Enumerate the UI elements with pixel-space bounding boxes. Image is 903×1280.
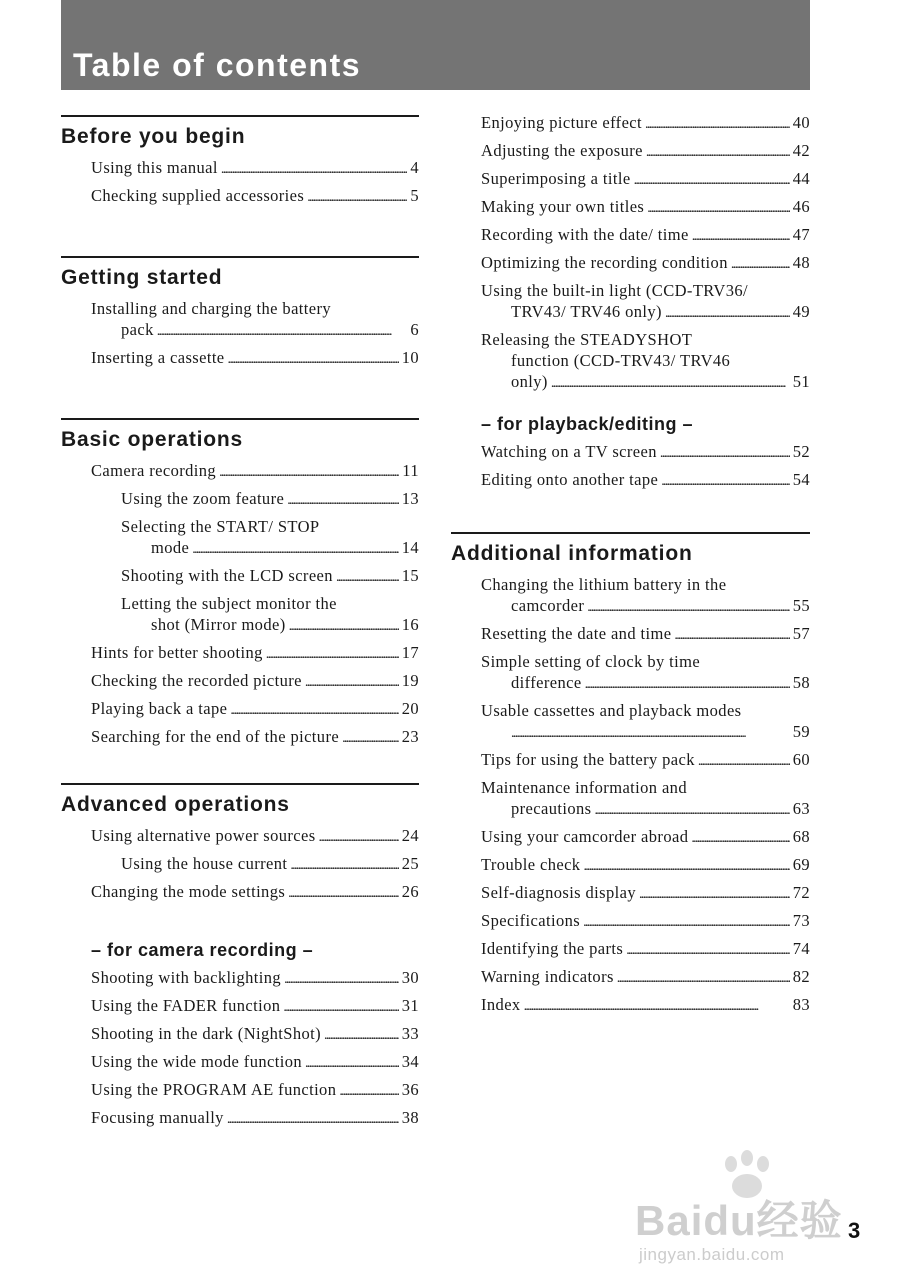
toc-entry-text: Usable cassettes and playback modes: [481, 701, 742, 720]
dot-leader: [287, 488, 398, 511]
toc-entry: [481, 966, 810, 989]
toc-entry: [481, 854, 810, 877]
toc-entry: [481, 749, 810, 772]
dot-leader: [342, 726, 399, 749]
toc-page-number: 47: [792, 225, 810, 244]
toc-entry-text: Releasing the STEADYSHOT: [481, 330, 693, 349]
dot-leader: [698, 749, 790, 772]
dot-leader: [661, 469, 789, 492]
toc-page-number: 31: [401, 996, 419, 1015]
toc-entry-text: Using the built-in light (CCD-TRV36/: [481, 281, 748, 300]
toc-entry-text: Editing onto another tape: [481, 470, 659, 489]
toc-entry-text: Recording with the date/ time: [481, 225, 689, 244]
dot-leader: [691, 826, 789, 849]
toc-entry: [481, 910, 810, 933]
toc-page-number: 44: [792, 169, 810, 188]
dot-leader: [192, 537, 398, 560]
section-additional-information: [451, 532, 810, 1022]
dot-leader: [305, 1051, 399, 1074]
section-title: Getting started: [61, 266, 223, 289]
dot-leader: [324, 1023, 399, 1046]
toc-entry-text: Warning indicators: [481, 967, 614, 986]
toc-page-number: 48: [792, 253, 810, 272]
toc-page-number: 33: [401, 1024, 419, 1043]
toc-page-number: 69: [792, 855, 810, 874]
toc-page-number: 13: [401, 489, 419, 508]
toc-entry: [91, 1107, 419, 1130]
toc-entry: [481, 252, 810, 275]
dot-leader: [288, 881, 399, 904]
toc-entry-text: Simple setting of clock by time: [481, 652, 701, 671]
toc-entry-text: Using this manual: [91, 158, 218, 177]
toc-entry-text: function (CCD-TRV43/ TRV46: [511, 351, 731, 370]
toc-page-number: 15: [401, 566, 419, 585]
dot-leader: [585, 672, 790, 695]
toc-entry: [91, 726, 419, 749]
toc-page-number: 23: [401, 727, 419, 746]
toc-entry-text: Using the zoom feature: [121, 489, 285, 508]
toc-entry: [481, 574, 810, 618]
toc-page-number: 46: [792, 197, 810, 216]
dot-leader: [305, 670, 399, 693]
toc-entry: [91, 460, 419, 483]
dot-leader: [227, 1107, 399, 1130]
toc-entry: [481, 112, 810, 135]
toc-entry: [91, 642, 419, 665]
section-title: Additional information: [451, 542, 693, 565]
toc-entry: [481, 224, 810, 247]
toc-page-number: 6: [410, 320, 419, 339]
toc-page-number: 10: [401, 348, 419, 367]
toc-entry: [481, 882, 810, 905]
watermark-url: jingyan.baidu.com: [639, 1245, 785, 1264]
toc-entry: [91, 157, 419, 180]
toc-page-number: 24: [401, 826, 419, 845]
dot-leader: [219, 460, 399, 483]
toc-entry-text: Resetting the date and time: [481, 624, 672, 643]
toc-entry-text: Shooting with the LCD screen: [121, 566, 333, 585]
toc-page-number: 73: [792, 911, 810, 930]
toc-entry: [481, 994, 810, 1017]
toc-page-number: 20: [401, 699, 419, 718]
toc-entry: [121, 853, 419, 876]
toc-entry-text: Tips for using the battery pack: [481, 750, 695, 769]
toc-entry: [91, 185, 419, 208]
subsection-title: – for playback/editing –: [481, 414, 694, 434]
toc-entry-text: Using alternative power sources: [91, 826, 316, 845]
toc-page-number: 17: [401, 643, 419, 662]
toc-entry: [481, 651, 810, 695]
toc-page-number: 36: [401, 1080, 419, 1099]
toc-entry: [481, 196, 810, 219]
toc-page-number: 25: [401, 854, 419, 873]
dot-leader: [645, 112, 790, 135]
dot-leader: [692, 224, 790, 247]
dot-leader: [307, 185, 407, 208]
dot-leader: [646, 140, 790, 163]
toc-entry-text: pack: [121, 320, 154, 339]
toc-page-number: 16: [401, 615, 419, 634]
toc-entry: [91, 967, 419, 990]
toc-entry-text: Optimizing the recording condition: [481, 253, 728, 272]
section-title: Advanced operations: [61, 793, 290, 816]
dot-leader: [731, 252, 790, 275]
subsection-title: – for camera recording –: [91, 940, 314, 960]
toc-entry-text: Using the wide mode function: [91, 1052, 302, 1071]
toc-entry: [91, 698, 419, 721]
toc-page-number: 63: [792, 799, 810, 818]
toc-page-number: 4: [410, 158, 419, 177]
toc-entry: [91, 670, 419, 693]
toc-entry-text: Using the PROGRAM AE function: [91, 1080, 337, 1099]
section-before-you-begin: [61, 115, 419, 213]
section-continued: [451, 112, 810, 399]
toc-page-number: 55: [792, 596, 810, 615]
baidu-watermark: [635, 1150, 850, 1270]
toc-entry-text: Identifying the parts: [481, 939, 624, 958]
dot-leader: [157, 319, 408, 342]
toc-entry: [91, 347, 419, 370]
toc-page-number: 82: [792, 967, 810, 986]
section-for-playback-editing: [451, 414, 810, 497]
toc-entry: [91, 881, 419, 904]
toc-page-number: 49: [792, 302, 810, 321]
dot-leader: [230, 698, 398, 721]
dot-leader: [266, 642, 399, 665]
toc-entry-text: Checking supplied accessories: [91, 186, 305, 205]
toc-entry-text: Changing the mode settings: [91, 882, 286, 901]
section-title: Basic operations: [61, 428, 244, 451]
toc-page-number: 59: [792, 722, 810, 741]
dot-leader: [634, 168, 790, 191]
toc-entry-text: Specifications: [481, 911, 581, 930]
toc-page-number: 57: [792, 624, 810, 643]
toc-entry-text: Selecting the START/ STOP: [121, 517, 320, 536]
toc-page-number: 14: [401, 538, 419, 557]
dot-leader: [660, 441, 790, 464]
toc-entry-text: Using your camcorder abroad: [481, 827, 689, 846]
toc-entry: [91, 995, 419, 1018]
toc-page-number: 34: [401, 1052, 419, 1071]
toc-page-number: 74: [792, 939, 810, 958]
toc-page-number: 5: [410, 186, 419, 205]
toc-page-number: 68: [792, 827, 810, 846]
dot-leader: [511, 721, 790, 744]
toc-entry-text: Making your own titles: [481, 197, 645, 216]
toc-entry-text: Installing and charging the battery: [91, 299, 332, 318]
toc-entry: [481, 280, 810, 324]
dot-leader: [583, 910, 790, 933]
toc-entry-text: difference: [511, 673, 582, 692]
toc-entry: [121, 488, 419, 511]
toc-entry-text: Focusing manually: [91, 1108, 224, 1127]
toc-page-number: 58: [792, 673, 810, 692]
toc-entry-text: Letting the subject monitor the: [121, 594, 337, 613]
dot-leader: [339, 1079, 398, 1102]
toc-entry: [481, 777, 810, 821]
toc-page-number: 38: [401, 1108, 419, 1127]
toc-entry: [481, 469, 810, 492]
toc-entry-text: Shooting with backlighting: [91, 968, 282, 987]
toc-entry: [91, 1079, 419, 1102]
toc-entry: [121, 593, 419, 637]
dot-leader: [665, 301, 790, 324]
toc-entry: [481, 168, 810, 191]
toc-entry: [91, 1051, 419, 1074]
toc-entry: [91, 825, 419, 848]
toc-entry: [121, 565, 419, 588]
dot-leader: [594, 798, 789, 821]
toc-entry: [481, 140, 810, 163]
dot-leader: [290, 853, 398, 876]
dot-leader: [228, 347, 399, 370]
dot-leader: [617, 966, 790, 989]
dot-leader: [583, 854, 789, 877]
toc-entry-text: Hints for better shooting: [91, 643, 263, 662]
toc-entry-text: Adjusting the exposure: [481, 141, 643, 160]
toc-page-number: 26: [401, 882, 419, 901]
toc-entry-text: shot (Mirror mode): [151, 615, 286, 634]
page-number: 3: [848, 1218, 861, 1243]
toc-page-number: 51: [792, 372, 810, 391]
dot-leader: [284, 967, 399, 990]
toc-entry: [481, 329, 810, 394]
toc-page-number: 30: [401, 968, 419, 987]
section-for-camera-recording: [61, 940, 419, 1135]
toc-entry-text: Index: [481, 995, 521, 1014]
toc-entry-text: Self-diagnosis display: [481, 883, 636, 902]
toc-entry-text: Using the FADER function: [91, 996, 281, 1015]
toc-entry-text: mode: [151, 538, 190, 557]
page-title: Table of contents: [73, 47, 362, 83]
toc-entry-text: camcorder: [511, 596, 585, 615]
toc-entry-text: Changing the lithium battery in the: [481, 575, 727, 594]
dot-leader: [647, 196, 789, 219]
dot-leader: [221, 157, 407, 180]
dot-leader: [336, 565, 399, 588]
dot-leader: [524, 994, 790, 1017]
toc-entry: [91, 298, 419, 342]
toc-page-number: 54: [792, 470, 810, 489]
toc-entry-text: Inserting a cassette: [91, 348, 225, 367]
toc-page-number: 40: [792, 113, 810, 132]
toc-entry-text: Superimposing a title: [481, 169, 631, 188]
dot-leader: [551, 371, 790, 394]
toc-page-number: 72: [792, 883, 810, 902]
toc-entry-text: Maintenance information and: [481, 778, 687, 797]
dot-leader: [283, 995, 398, 1018]
toc-entry-text: Camera recording: [91, 461, 217, 480]
toc-entry-text: Watching on a TV screen: [481, 442, 657, 461]
header-banner: [61, 0, 810, 90]
dot-leader: [639, 882, 790, 905]
dot-leader: [587, 595, 789, 618]
toc-entry: [481, 700, 810, 744]
toc-entry-text: Playing back a tape: [91, 699, 228, 718]
toc-page-number: 83: [792, 995, 810, 1014]
toc-page-number: 60: [792, 750, 810, 769]
toc-entry-text: Enjoying picture effect: [481, 113, 643, 132]
toc-entry: [121, 516, 419, 560]
toc-entry-text: Shooting in the dark (NightShot): [91, 1024, 322, 1043]
toc-entry-text: only): [511, 372, 548, 391]
toc-page-number: 19: [401, 671, 419, 690]
toc-entry-text: TRV43/ TRV46 only): [511, 302, 662, 321]
toc-entry: [91, 1023, 419, 1046]
dot-leader: [319, 825, 399, 848]
toc-entry: [481, 938, 810, 961]
toc-entry-text: Checking the recorded picture: [91, 671, 302, 690]
section-getting-started: [61, 256, 419, 375]
toc-entry-text: Searching for the end of the picture: [91, 727, 340, 746]
toc-page-number: 52: [792, 442, 810, 461]
toc-entry: [481, 441, 810, 464]
dot-leader: [626, 938, 789, 961]
toc-page-number: 11: [402, 461, 419, 480]
toc-entry-text: precautions: [511, 799, 592, 818]
toc-entry-text: Using the house current: [121, 854, 288, 873]
section-advanced-operations: [61, 783, 419, 909]
toc-entry: [481, 826, 810, 849]
toc-page-number: 42: [792, 141, 810, 160]
dot-leader: [674, 623, 789, 646]
section-basic-operations: [61, 418, 419, 754]
section-title: Before you begin: [61, 125, 246, 148]
watermark-brand: Baidu经验: [635, 1197, 843, 1244]
dot-leader: [289, 614, 399, 637]
toc-entry: [481, 623, 810, 646]
toc-entry-text: Trouble check: [481, 855, 581, 874]
